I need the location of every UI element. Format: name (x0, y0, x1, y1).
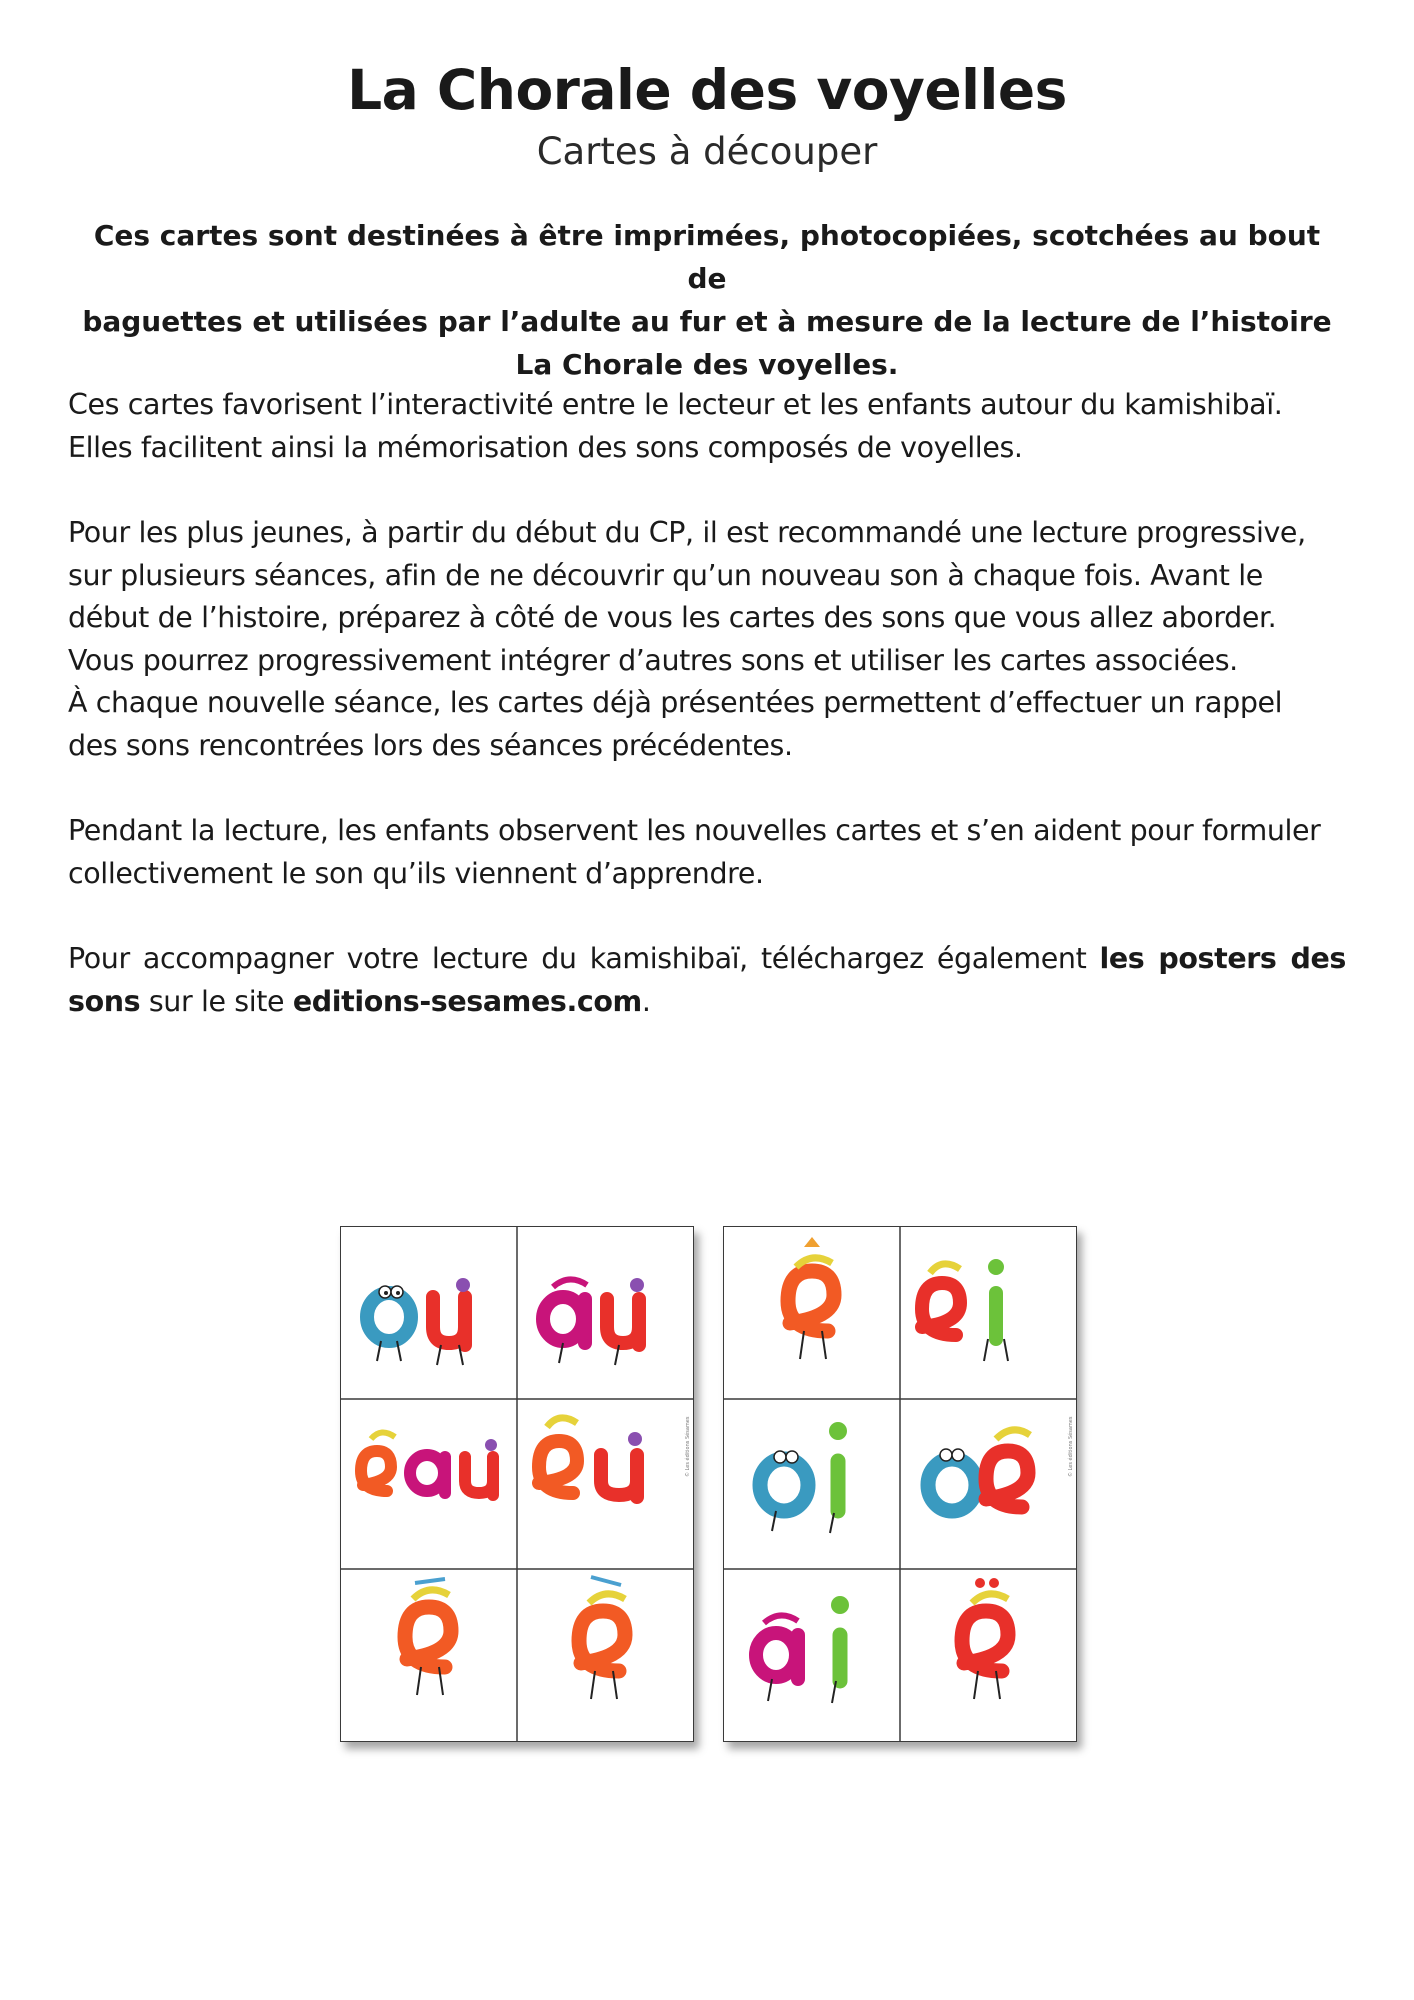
card-e-grave (579, 1577, 625, 1699)
paragraph-text: Pour accompagner votre lecture du kamishibaï, téléchargez également (68, 942, 1100, 975)
intro-line-3: La Chorale des voyelles. (515, 348, 899, 381)
paragraph-line: Vous pourrez progressivement intégrer d’autres sons et utiliser les cartes associées. (68, 643, 1238, 677)
page-title: La Chorale des voyelles (347, 58, 1067, 122)
card-oe (928, 1430, 1030, 1511)
card-sheet-left (340, 1226, 694, 1742)
paragraph-text: . (641, 984, 651, 1018)
card-sheet-left-illustration (341, 1227, 693, 1741)
paragraph-progressive-reading (68, 512, 1346, 768)
intro-line-2: baguettes et utilisées par l’adulte au fur et à mesure de la lecture de l’histoire (82, 305, 1332, 338)
card-sheet-right-illustration (724, 1227, 1076, 1741)
paragraph-text: sur le site (140, 984, 293, 1018)
paragraph-line: À chaque nouvelle séance, les cartes déjà présentées permettent d’effectuer un rappel (68, 686, 1283, 720)
paragraph-line: Pour les plus jeunes, à partir du début du CP, il est recommandé une lecture progressive, (68, 516, 1306, 549)
card-e-diaeresis (962, 1578, 1008, 1699)
paragraph-line: Elles facilitent ainsi la mémorisation des sons composés de voyelles. (68, 430, 1023, 464)
paragraph-line: Ces cartes favorisent l’interactivité entre le lecteur et les enfants autour du kamishibaï. (68, 388, 1283, 421)
intro-text (70, 214, 1344, 386)
website-link-text: editions-sesames.com (292, 984, 642, 1018)
copyright-text: © Les éditions Sésames (1068, 1416, 1074, 1477)
paragraph-during-reading (68, 810, 1346, 895)
paragraph-line: collectivement le son qu’ils viennent d’apprendre. (68, 856, 764, 890)
intro-line-1: Ces cartes sont destinées à être imprimées, photocopiées, scotchées au bout de (93, 219, 1321, 295)
paragraph-line: début de l’histoire, préparez à côté de vous les cartes des sons que vous allez aborder. (68, 601, 1277, 635)
card-au (543, 1278, 644, 1365)
card-ou (367, 1278, 470, 1365)
posters-link-text: les posters des sons (68, 942, 1346, 1018)
card-eau (361, 1432, 497, 1495)
page-subtitle: Cartes à découper (536, 130, 878, 173)
card-oi (760, 1422, 847, 1533)
card-e (788, 1237, 834, 1359)
card-e-acute (405, 1579, 451, 1695)
card-ai (756, 1596, 849, 1703)
paragraph-posters (68, 938, 1346, 1023)
paragraph-line: Pendant la lecture, les enfants observent les nouvelles cartes et s’en aident pour formuler (68, 814, 1321, 847)
copyright-text: © Les éditions Sésames (685, 1416, 691, 1477)
paragraph-interactivity (68, 384, 1346, 469)
card-sheet-right (723, 1226, 1077, 1742)
paragraph-line: des sons rencontrées lors des séances précédentes. (68, 728, 793, 762)
card-eu (539, 1418, 642, 1497)
card-ei (922, 1259, 1008, 1361)
paragraph-line: sur plusieurs séances, afin de ne découvrir qu’un nouveau son à chaque fois. Avant le (68, 558, 1263, 592)
